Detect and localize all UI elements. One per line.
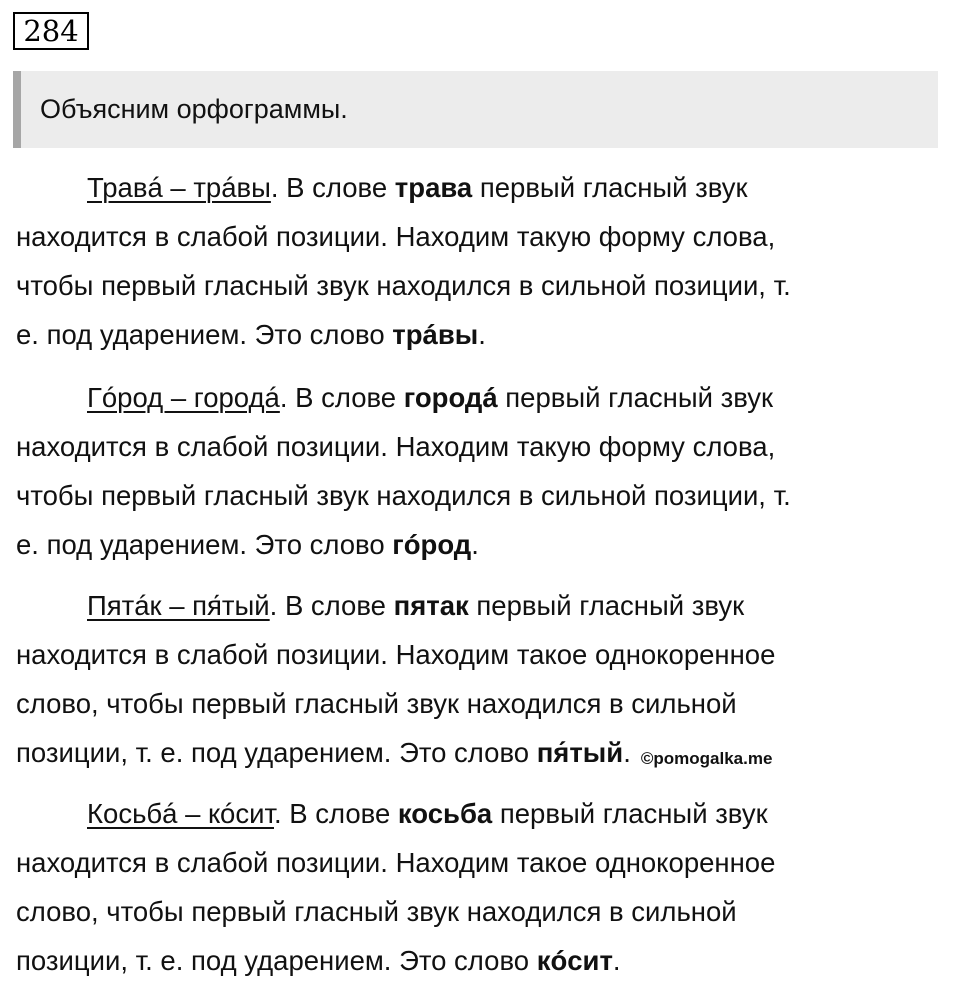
text-run: е. под ударением. Это слово xyxy=(16,319,393,350)
heading-text: Объясним орфограммы. xyxy=(40,94,348,124)
word-pair: Пятáк – пя́тый xyxy=(87,590,270,621)
text-run: первый гласный звук xyxy=(497,382,773,413)
bold-answer-word: пя́тый xyxy=(536,737,624,768)
heading-bar xyxy=(13,71,938,148)
paragraph-first-line xyxy=(16,373,956,422)
bold-word: трава xyxy=(394,172,473,203)
paragraph-kosba xyxy=(16,789,956,985)
paragraph-last-line xyxy=(16,310,956,359)
paragraph-last-line xyxy=(16,936,956,985)
text-run: . xyxy=(471,529,479,560)
paragraph-first-line xyxy=(16,163,956,212)
text-run: . В слове xyxy=(269,590,394,621)
paragraph-line: чтобы первый гласный звук находился в сильной позиции, т. xyxy=(16,480,791,511)
word-pair: Травá – трáвы xyxy=(87,172,271,203)
text-run: первый гласный звук xyxy=(468,590,745,621)
text-run: . В слове xyxy=(279,382,404,413)
paragraph-last-line xyxy=(16,520,956,569)
paragraph-line: находится в слабой позиции. Находим такое однокоренное xyxy=(16,847,776,878)
word-pair: Косьбá – кóсит xyxy=(87,798,274,829)
paragraph-line: находится в слабой позиции. Находим такое однокоренное xyxy=(16,639,776,670)
bold-answer-word: гóрод xyxy=(392,529,472,560)
bold-answer-word: трáвы xyxy=(392,319,479,350)
paragraph-line: находится в слабой позиции. Находим такую форму слова, xyxy=(16,221,776,252)
text-run: позиции, т. е. под ударением. Это слово xyxy=(16,945,537,976)
paragraph-line: слово, чтобы первый гласный звук находился в сильной xyxy=(16,688,737,719)
paragraph-line: чтобы первый гласный звук находился в сильной позиции, т. xyxy=(16,270,791,301)
paragraph-first-line xyxy=(16,581,956,630)
paragraph-last-line xyxy=(16,728,956,777)
text-run: первый гласный звук xyxy=(472,172,748,203)
paragraph-line: находится в слабой позиции. Находим такую форму слова, xyxy=(16,431,776,462)
text-run: . xyxy=(612,945,621,976)
bold-word: косьба xyxy=(397,798,493,829)
text-run: е. под ударением. Это слово xyxy=(16,529,393,560)
text-run: . В слове xyxy=(270,172,395,203)
text-run: . В слове xyxy=(274,798,398,829)
watermark: ©pomogalka.me xyxy=(640,749,773,768)
text-run: . xyxy=(623,737,631,768)
task-number-box: 284 xyxy=(13,12,89,50)
paragraph-first-line xyxy=(16,789,956,838)
paragraph-gorod xyxy=(16,373,956,569)
text-run: . xyxy=(478,319,486,350)
paragraph-pyatak xyxy=(16,581,956,777)
bold-answer-word: кóсит xyxy=(536,945,613,976)
paragraph-line: слово, чтобы первый гласный звук находился в сильной xyxy=(16,896,737,927)
word-pair: Гóрод – городá xyxy=(87,382,280,413)
text-run: позиции, т. е. под ударением. Это слово xyxy=(16,737,537,768)
text-run: первый гласный звук xyxy=(492,798,768,829)
bold-word: городá xyxy=(403,382,498,413)
bold-word: пятак xyxy=(393,590,469,621)
paragraph-trava xyxy=(16,163,956,359)
